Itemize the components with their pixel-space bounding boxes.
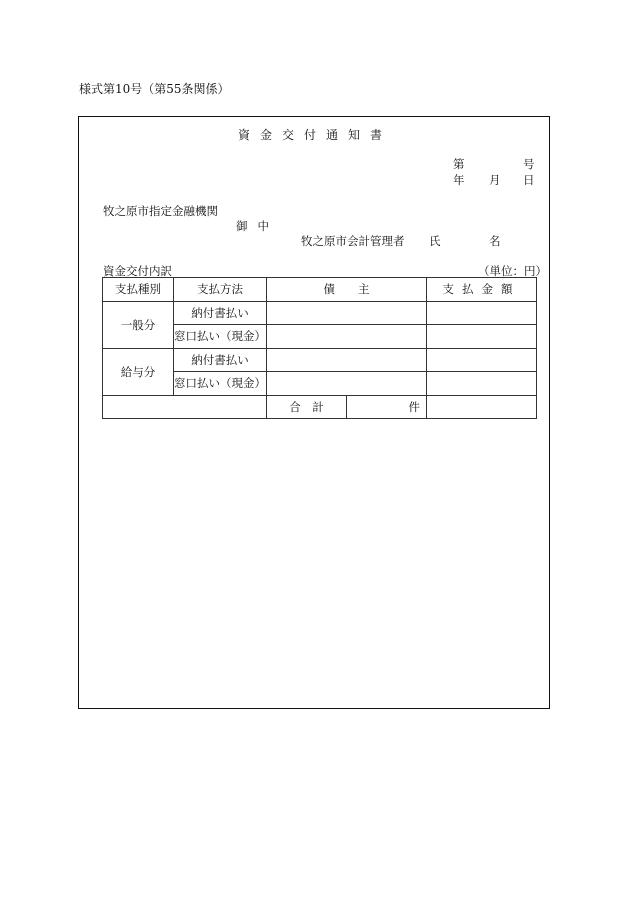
total-row: [103, 395, 537, 419]
table-header-row: [103, 278, 537, 302]
header-payment-type: 支払種別: [103, 278, 174, 302]
breakdown-table: [102, 277, 537, 419]
breakdown-label: 資金交付内訳: [103, 264, 172, 278]
unit-label: （単位：円）: [478, 264, 547, 278]
category-salary: 給与分: [103, 348, 174, 395]
creditor-cell: [267, 348, 427, 372]
table-row: [103, 348, 537, 372]
addressee-bank: 牧之原市指定金融機関: [103, 204, 218, 218]
form-number-label: 様式第10号（第55条関係）: [79, 82, 230, 96]
addressee-honorific: 御中: [236, 219, 279, 233]
table-row: [103, 301, 537, 325]
sender-name-prefix: 氏: [429, 234, 441, 248]
total-blank-cell: [103, 395, 267, 419]
total-label: 合 計: [267, 395, 347, 419]
total-count-label: 件: [347, 395, 427, 419]
method-cell: 窓口払い（現金）: [174, 372, 267, 396]
notice-frame: [78, 116, 550, 709]
number-prefix: 第: [453, 157, 465, 171]
date-month: 月: [489, 173, 501, 187]
number-suffix: 号: [523, 157, 535, 171]
creditor-cell: [267, 301, 427, 325]
amount-cell: [427, 348, 537, 372]
category-general: 一般分: [103, 301, 174, 348]
date-day: 日: [523, 173, 535, 187]
sender-name-suffix: 名: [489, 234, 501, 248]
creditor-cell: [267, 372, 427, 396]
amount-cell: [427, 301, 537, 325]
amount-cell: [427, 325, 537, 349]
header-creditor: 債 主: [267, 278, 427, 302]
method-cell: 納付書払い: [174, 301, 267, 325]
header-payment-method: 支払方法: [174, 278, 267, 302]
method-cell: 納付書払い: [174, 348, 267, 372]
amount-cell: [427, 372, 537, 396]
date-year: 年: [453, 173, 465, 187]
method-cell: 窓口払い（現金）: [174, 325, 267, 349]
total-amount-cell: [427, 395, 537, 419]
sender-title: 牧之原市会計管理者: [301, 234, 405, 248]
header-amount: 支払金額: [427, 278, 537, 302]
document-title: 資金交付通知書: [237, 128, 392, 142]
creditor-cell: [267, 325, 427, 349]
